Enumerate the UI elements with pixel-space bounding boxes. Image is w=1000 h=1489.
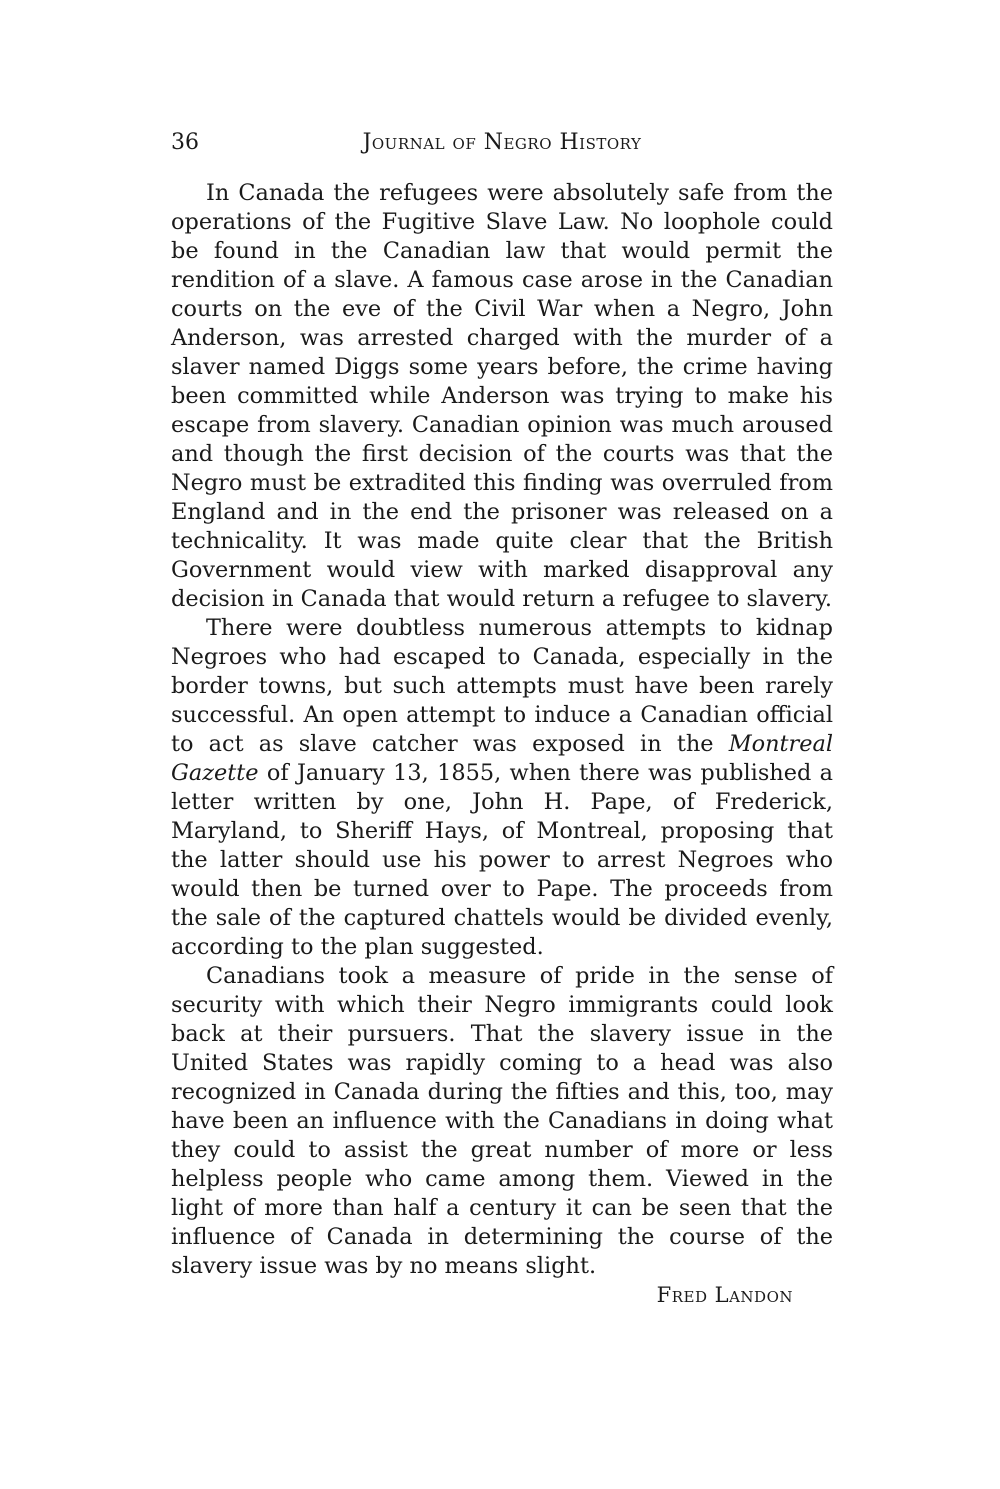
paragraph-text: There were doubtless numerous attempts to kidnap Negroes who had escaped to Canada, especially in the border towns, but such attempts must have been rarely successful. An open attempt to induce a Canadian official to act as slave catcher was exposed in the [171,615,833,757]
page-header [171,128,833,162]
paragraph-text: of January 13, 1855, when there was published a letter written by one, John H. Pape, of Frederick, Maryland, to Sheriff Hays, of Montreal, proposing that the latter should use his power to arrest Negroes who would then be turned over to Pape. The proceeds from the sale of the captured chattels would be divided evenly, according to the plan suggested. [171,760,833,960]
article-body [171,179,833,1309]
paragraph-canadian-pride: Canadians took a measure of pride in the sense of security with which their Negro immigrants could look back at their pursuers. That the slavery issue in the United States was rapidly coming to a head was also recognized in Canada during the fifties and this, too, may have been an influence with the Canadians in doing what they could to assist the great number of more or less helpless people who came among them. Viewed in the light of more than half a century it can be seen that the influence of Canada in determining the course of the slavery issue was by no means slight. [171,963,833,1279]
newspaper-title: Montreal Gazette [171,731,833,786]
paragraph-canada-refugees: In Canada the refugees were absolutely safe from the operations of the Fugitive Slave Law. No loophole could be found in the Canadian law that would permit the rendition of a slave. A famous case arose in the Canadian courts on the eve of the Civil War when a Negro, John Anderson, was arrested charged with the murder of a slaver named Diggs some years before, the crime having been committed while Anderson was trying to make his escape from slavery. Canadian opinion was much aroused and though the first decision of the courts was that the Negro must be extradited this finding was overruled from England and in the end the prisoner was released on a technicality. It was made quite clear that the British Government would view with marked disapproval any decision in Canada that would return a refugee to slavery. [171,180,833,612]
page-number: 36 [171,130,199,155]
author-signature: Fred Landon [656,1283,793,1307]
running-head: Journal of Negro History [362,130,642,155]
paragraph-kidnap-attempts [171,614,833,962]
